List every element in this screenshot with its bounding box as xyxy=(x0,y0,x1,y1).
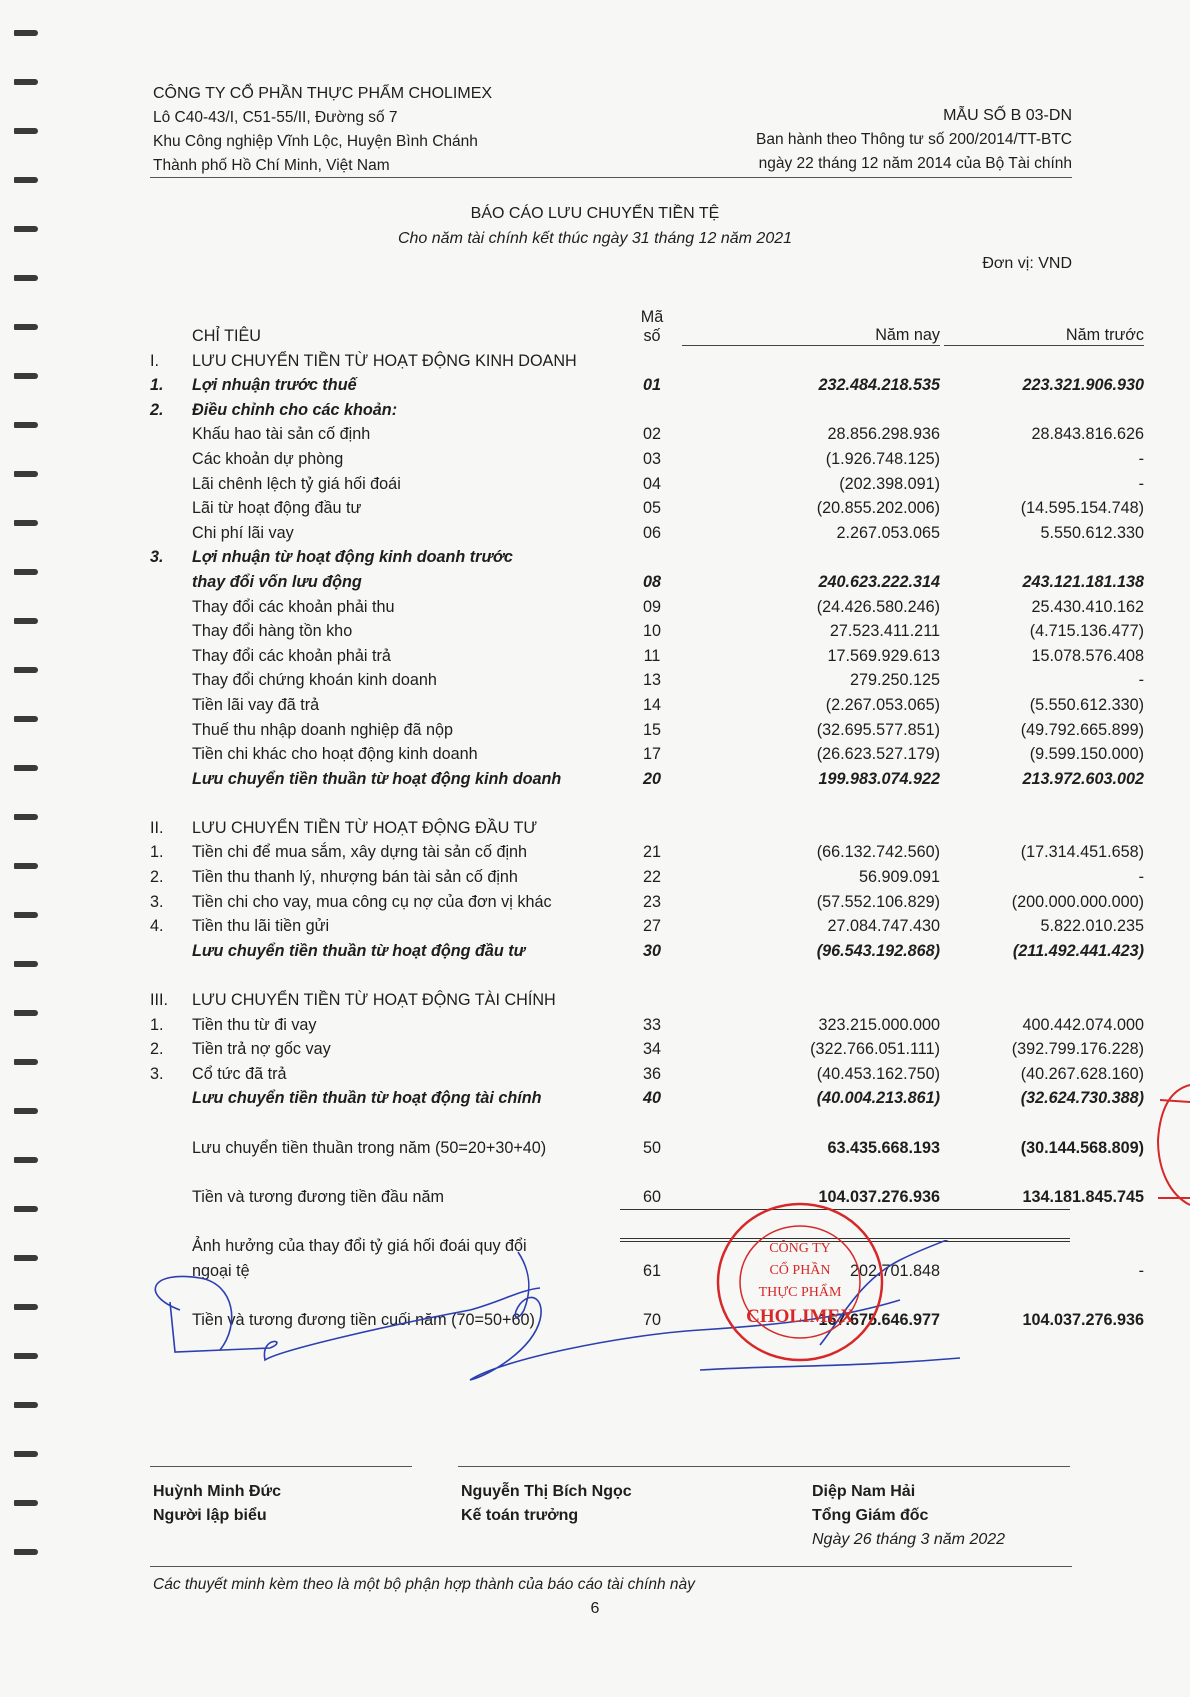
row-label xyxy=(188,1108,622,1133)
accountant-role: Kế toán trưởng xyxy=(461,1507,579,1524)
row-current-year: (322.766.051.111) xyxy=(810,1040,940,1059)
table-row xyxy=(150,764,1144,789)
table-row xyxy=(150,371,1144,396)
row-previous-year: - xyxy=(1138,671,1144,690)
row-label: thay đổi vốn lưu động xyxy=(192,572,362,591)
row-label: Thay đổi các khoản phải thu xyxy=(192,597,395,616)
row-number xyxy=(150,1084,188,1109)
table-row xyxy=(150,1182,1144,1207)
table-row xyxy=(150,936,1144,961)
row-current-year: (1.926.748.125) xyxy=(825,449,940,468)
row-previous-year: (49.792.665.899) xyxy=(1020,720,1144,739)
indicator-header: CHỈ TIÊU xyxy=(192,327,261,345)
row-label: Tiền lãi vay đã trả xyxy=(192,695,320,714)
table-row xyxy=(150,862,1144,887)
row-label: Các khoản dự phòng xyxy=(192,449,344,468)
row-previous-year: 400.442.074.000 xyxy=(1022,1015,1144,1034)
row-label: Lưu chuyển tiền thuần trong năm (50=20+30+40) xyxy=(192,1138,547,1157)
cash-flow-body xyxy=(150,346,1144,1330)
row-number xyxy=(150,420,188,445)
row-current-year xyxy=(682,813,944,838)
row-code xyxy=(622,543,682,568)
row-code: 23 xyxy=(642,892,661,911)
row-number xyxy=(150,936,188,961)
row-label: Tiền chi để mua sắm, xây dựng tài sản cố định xyxy=(192,843,528,862)
spacer-row xyxy=(150,789,1144,814)
table-row xyxy=(150,1035,1144,1060)
table-row xyxy=(150,838,1144,863)
row-current-year: 232.484.218.535 xyxy=(818,376,940,395)
signature-line-accountant xyxy=(458,1466,1070,1467)
row-current-year: (26.623.527.179) xyxy=(816,745,940,764)
signature-block-preparer xyxy=(153,1480,281,1528)
row-previous-year: 104.037.276.936 xyxy=(1022,1310,1144,1329)
row-label: Thay đổi chứng khoán kinh doanh xyxy=(192,671,437,690)
row-number: III. xyxy=(150,991,168,1010)
row-previous-year: (9.599.150.000) xyxy=(1029,745,1144,764)
row-code: 15 xyxy=(642,720,661,739)
row-code xyxy=(622,961,682,986)
row-number: 3. xyxy=(150,548,164,567)
row-code: 10 xyxy=(642,622,661,641)
row-code xyxy=(622,813,682,838)
accountant-name: Nguyễn Thị Bích Ngọc xyxy=(461,1483,632,1500)
row-label: Lưu chuyển tiền thuần từ hoạt động tài chính xyxy=(192,1089,542,1108)
row-previous-year: (392.799.176.228) xyxy=(1011,1040,1144,1059)
row-label: LƯU CHUYỂN TIỀN TỪ HOẠT ĐỘNG TÀI CHÍNH xyxy=(192,991,556,1010)
row-code: 30 xyxy=(642,941,661,960)
row-code: 06 xyxy=(642,523,661,542)
row-code xyxy=(622,1108,682,1133)
table-row xyxy=(150,666,1144,691)
table-row xyxy=(150,740,1144,765)
table-row xyxy=(150,813,1144,838)
row-label: Tiền và tương đương tiền cuối năm (70=50+60) xyxy=(192,1310,535,1329)
row-label: Chi phí lãi vay xyxy=(192,523,294,542)
row-number xyxy=(150,469,188,494)
row-previous-year: (200.000.000.000) xyxy=(1011,892,1144,911)
table-row xyxy=(150,395,1144,420)
row-label xyxy=(188,1207,622,1232)
row-number xyxy=(150,740,188,765)
row-current-year xyxy=(682,395,944,420)
row-label xyxy=(188,961,622,986)
row-code: 02 xyxy=(642,425,661,444)
cash-flow-table xyxy=(150,296,1144,1330)
table-row xyxy=(150,985,1144,1010)
director-name: Diệp Nam Hải xyxy=(812,1483,916,1500)
row-number xyxy=(150,1158,188,1183)
row-label: Tiền chi khác cho hoạt động kinh doanh xyxy=(192,745,478,764)
row-code: 17 xyxy=(642,745,661,764)
row-current-year: (66.132.742.560) xyxy=(816,843,940,862)
row-current-year: 56.909.091 xyxy=(858,868,940,887)
row-code: 01 xyxy=(642,376,661,395)
row-previous-year: 25.430.410.162 xyxy=(1031,597,1144,616)
row-label: Thuế thu nhập doanh nghiệp đã nộp xyxy=(192,720,454,739)
spacer-row xyxy=(150,1158,1144,1183)
row-number xyxy=(150,518,188,543)
row-current-year: (202.398.091) xyxy=(839,474,940,493)
row-number xyxy=(150,1108,188,1133)
row-current-year xyxy=(682,346,944,371)
row-previous-year: 28.843.816.626 xyxy=(1031,425,1144,444)
row-number xyxy=(150,1133,188,1158)
row-code xyxy=(622,985,682,1010)
row-label: Tiền thu từ đi vay xyxy=(192,1015,317,1034)
form-code: MẪU SỐ B 03-DN xyxy=(943,107,1072,124)
table-row xyxy=(150,1059,1144,1084)
edge-seal-fragment xyxy=(1150,1080,1190,1210)
row-label xyxy=(188,1158,622,1183)
preparer-name: Huỳnh Minh Đức xyxy=(153,1483,282,1500)
row-previous-year xyxy=(944,395,1144,420)
row-label: ngoại tệ xyxy=(192,1261,250,1280)
row-code: 34 xyxy=(642,1040,661,1059)
row-current-year xyxy=(682,1108,944,1133)
row-label: Lợi nhuận trước thuế xyxy=(192,376,357,395)
header-divider xyxy=(150,177,1072,178)
row-previous-year xyxy=(944,1158,1144,1183)
director-role: Tổng Giám đốc xyxy=(812,1507,929,1524)
row-number: 3. xyxy=(150,892,164,911)
previous-year-header-text: Năm trước xyxy=(944,326,1144,346)
row-number xyxy=(150,617,188,642)
row-label: Lưu chuyển tiền thuần từ hoạt động kinh doanh xyxy=(192,769,562,788)
row-previous-year: 213.972.603.002 xyxy=(1022,769,1144,788)
row-label: Thay đổi các khoản phải trả xyxy=(192,646,391,665)
row-previous-year: 223.321.906.930 xyxy=(1022,376,1144,395)
row-number xyxy=(150,666,188,691)
row-previous-year xyxy=(944,1108,1144,1133)
table-header-row xyxy=(150,296,1144,346)
form-reference xyxy=(756,104,1072,176)
signature-block-director xyxy=(812,1480,1005,1552)
table-row xyxy=(150,1084,1144,1109)
preparer-role: Người lập biểu xyxy=(153,1507,267,1524)
row-previous-year: (5.550.612.330) xyxy=(1029,695,1144,714)
form-issued-line: ngày 22 tháng 12 năm 2014 của Bộ Tài chính xyxy=(758,155,1072,172)
company-address-line: Lô C40-43/I, C51-55/II, Đường số 7 xyxy=(153,109,398,126)
row-previous-year: - xyxy=(1138,868,1144,887)
spacer-row xyxy=(150,1108,1144,1133)
row-code: 21 xyxy=(642,843,661,862)
row-previous-year: (32.624.730.388) xyxy=(1020,1089,1144,1108)
row-number: 1. xyxy=(150,1015,164,1034)
row-number: 2. xyxy=(150,400,164,419)
row-previous-year xyxy=(944,543,1144,568)
row-number xyxy=(150,715,188,740)
row-code: 40 xyxy=(642,1089,661,1108)
row-label: Lưu chuyển tiền thuần từ hoạt động đầu tư xyxy=(192,941,526,960)
row-number xyxy=(150,592,188,617)
row-label: Tiền trả nợ gốc vay xyxy=(192,1040,331,1059)
signatures-ink xyxy=(140,1240,1080,1400)
row-previous-year xyxy=(944,961,1144,986)
previous-year-header xyxy=(944,296,1144,346)
report-title: BÁO CÁO LƯU CHUYỂN TIỀN TỆ xyxy=(470,205,720,222)
row-label: LƯU CHUYỂN TIỀN TỪ HOẠT ĐỘNG KINH DOANH xyxy=(192,351,577,370)
row-current-year xyxy=(682,543,944,568)
code-header-line-2: số xyxy=(643,327,661,345)
row-previous-year: (4.715.136.477) xyxy=(1029,622,1144,641)
row-code: 13 xyxy=(642,671,661,690)
signature-line-preparer xyxy=(150,1466,412,1467)
row-current-year: (40.004.213.861) xyxy=(816,1089,940,1108)
row-current-year: 27.084.747.430 xyxy=(827,917,940,936)
row-label: LƯU CHUYỂN TIỀN TỪ HOẠT ĐỘNG ĐẦU TƯ xyxy=(192,818,538,837)
table-row xyxy=(150,420,1144,445)
row-previous-year: (30.144.568.809) xyxy=(1020,1138,1144,1157)
row-number xyxy=(150,567,188,592)
row-previous-year: 5.550.612.330 xyxy=(1040,523,1144,542)
report-unit: Đơn vị: VND xyxy=(982,255,1072,272)
row-current-year: 199.983.074.922 xyxy=(818,769,940,788)
table-row xyxy=(150,1133,1144,1158)
row-number xyxy=(150,764,188,789)
stamp-line-2: CỔ PHẦN xyxy=(769,1263,831,1278)
row-code xyxy=(622,789,682,814)
table-row xyxy=(150,592,1144,617)
signing-date: Ngày 26 tháng 3 năm 2022 xyxy=(812,1531,1006,1548)
row-number xyxy=(150,494,188,519)
table-row xyxy=(150,715,1144,740)
row-number: 4. xyxy=(150,917,164,936)
row-code: 14 xyxy=(642,695,661,714)
spacer-row xyxy=(150,961,1144,986)
row-current-year: (40.453.162.750) xyxy=(816,1064,940,1083)
row-code: 22 xyxy=(642,868,661,887)
row-previous-year: - xyxy=(1138,1261,1144,1280)
row-current-year: 17.569.929.613 xyxy=(827,646,940,665)
stamp-line-3: THỰC PHẨM xyxy=(758,1285,842,1300)
signature-preparer xyxy=(155,1276,540,1360)
row-current-year: 2.267.053.065 xyxy=(836,523,940,542)
code-header xyxy=(622,296,682,346)
row-previous-year xyxy=(944,346,1144,371)
row-label: Tiền thu lãi tiền gửi xyxy=(192,917,330,936)
report-subtitle: Cho năm tài chính kết thúc ngày 31 tháng 12 năm 2021 xyxy=(397,230,793,247)
row-code: 20 xyxy=(642,769,661,788)
row-previous-year: (40.267.628.160) xyxy=(1020,1064,1144,1083)
row-previous-year: 134.181.845.745 xyxy=(1022,1187,1144,1206)
row-current-year: 28.856.298.936 xyxy=(827,425,940,444)
row-previous-year: - xyxy=(1138,474,1144,493)
row-code xyxy=(622,395,682,420)
row-current-year: 202.701.848 xyxy=(849,1261,940,1280)
row-previous-year xyxy=(944,789,1144,814)
row-code: 04 xyxy=(642,474,661,493)
row-number: 2. xyxy=(150,1040,164,1059)
row-current-year: (24.426.580.246) xyxy=(816,597,940,616)
row-number: 1. xyxy=(150,843,164,862)
table-row xyxy=(150,641,1144,666)
row-code: 27 xyxy=(642,917,661,936)
row-number xyxy=(150,444,188,469)
table-row xyxy=(150,518,1144,543)
row-label: Cổ tức đã trả xyxy=(192,1064,287,1083)
row-code: 61 xyxy=(642,1261,661,1280)
current-year-header xyxy=(682,296,944,346)
row-code xyxy=(622,1158,682,1183)
page-number: 6 xyxy=(590,1600,600,1617)
row-code: 05 xyxy=(642,499,661,518)
company-address-line: Thành phố Hồ Chí Minh, Việt Nam xyxy=(153,157,390,174)
row-number: 3. xyxy=(150,1064,164,1083)
row-current-year: 323.215.000.000 xyxy=(818,1015,940,1034)
row-label: Lãi từ hoạt động đầu tư xyxy=(192,499,362,518)
stamp-line-4: CHOLIMEX xyxy=(746,1306,854,1327)
row-label: Tiền chi cho vay, mua công cụ nợ của đơn vị khác xyxy=(192,892,552,911)
row-code xyxy=(622,346,682,371)
company-address-line: Khu Công nghiệp Vĩnh Lộc, Huyện Bình Chánh xyxy=(153,133,478,150)
table-row xyxy=(150,543,1144,568)
stamp-line-1: CÔNG TY xyxy=(769,1241,831,1256)
table-row xyxy=(150,617,1144,642)
row-number xyxy=(150,789,188,814)
table-row xyxy=(150,690,1144,715)
row-current-year: (96.543.192.868) xyxy=(816,941,940,960)
form-issued-line: Ban hành theo Thông tư số 200/2014/TT-BTC xyxy=(756,131,1072,148)
company-name: CÔNG TY CỔ PHẦN THỰC PHẨM CHOLIMEX xyxy=(153,85,493,102)
row-current-year: (2.267.053.065) xyxy=(825,695,940,714)
row-label xyxy=(188,789,622,814)
row-code: 60 xyxy=(642,1187,661,1206)
row-label: Khấu hao tài sản cố định xyxy=(192,425,371,444)
row-current-year: 279.250.125 xyxy=(849,671,940,690)
row-number xyxy=(150,641,188,666)
row-label: Lợi nhuận từ hoạt động kinh doanh trước xyxy=(192,548,513,567)
current-year-header-text: Năm nay xyxy=(682,326,940,346)
table-row xyxy=(150,469,1144,494)
row-number xyxy=(150,961,188,986)
row-code: 03 xyxy=(642,449,661,468)
table-row xyxy=(150,887,1144,912)
table-row xyxy=(150,494,1144,519)
row-previous-year: (17.314.451.658) xyxy=(1020,843,1144,862)
row-previous-year xyxy=(944,985,1144,1010)
row-number: 1. xyxy=(150,376,164,395)
row-code: 50 xyxy=(642,1138,661,1157)
row-label: Tiền thu thanh lý, nhượng bán tài sản cố định xyxy=(192,868,518,887)
row-previous-year: 5.822.010.235 xyxy=(1040,917,1144,936)
table-row xyxy=(150,1010,1144,1035)
footer-note: Các thuyết minh kèm theo là một bộ phận hợp thành của báo cáo tài chính này xyxy=(153,1576,695,1593)
row-number xyxy=(150,690,188,715)
company-block xyxy=(153,82,492,178)
row-number: II. xyxy=(150,818,164,837)
row-code: 36 xyxy=(642,1064,661,1083)
row-code: 33 xyxy=(642,1015,661,1034)
row-code: 08 xyxy=(642,572,661,591)
row-label: Lãi chênh lệch tỷ giá hối đoái xyxy=(192,474,401,493)
row-label: Ảnh hưởng của thay đổi tỷ giá hối đoái quy đổi xyxy=(192,1236,527,1255)
company-stamp xyxy=(712,1200,892,1370)
row-code xyxy=(622,1207,682,1232)
row-number xyxy=(150,1182,188,1207)
footer-divider xyxy=(150,1566,1072,1567)
row-previous-year: - xyxy=(1138,449,1144,468)
row-current-year xyxy=(682,789,944,814)
code-header-line-1: Mã xyxy=(640,308,664,326)
row-previous-year: (14.595.154.748) xyxy=(1020,499,1144,518)
row-current-year xyxy=(682,961,944,986)
table-row xyxy=(150,912,1144,937)
table-row xyxy=(150,567,1144,592)
row-current-year: 167.675.646.977 xyxy=(818,1310,940,1329)
row-code: 70 xyxy=(642,1310,661,1329)
binding-holes xyxy=(14,30,40,1598)
row-label: Thay đổi hàng tồn kho xyxy=(192,622,353,641)
row-number: 2. xyxy=(150,868,164,887)
row-current-year: 104.037.276.936 xyxy=(818,1187,940,1206)
row-previous-year xyxy=(944,1207,1144,1232)
row-label: Điều chỉnh cho các khoản: xyxy=(192,400,398,419)
row-current-year: 27.523.411.211 xyxy=(829,622,940,641)
row-label: Tiền và tương đương tiền đầu năm xyxy=(192,1187,444,1206)
row-current-year xyxy=(682,985,944,1010)
row-current-year xyxy=(682,1158,944,1183)
row-code: 11 xyxy=(643,646,661,665)
row-code: 09 xyxy=(642,597,661,616)
table-row xyxy=(150,444,1144,469)
row-number xyxy=(150,1207,188,1232)
row-number: I. xyxy=(150,351,159,370)
signature-block-accountant xyxy=(461,1480,632,1528)
row-previous-year: (211.492.441.423) xyxy=(1012,941,1144,960)
row-current-year: 63.435.668.193 xyxy=(827,1138,940,1157)
table-row xyxy=(150,346,1144,371)
row-current-year: (32.695.577.851) xyxy=(816,720,940,739)
row-current-year: (57.552.106.829) xyxy=(816,892,940,911)
row-previous-year xyxy=(944,813,1144,838)
row-current-year: (20.855.202.006) xyxy=(816,499,940,518)
row-previous-year: 15.078.576.408 xyxy=(1031,646,1144,665)
row-current-year: 240.623.222.314 xyxy=(818,572,940,591)
spacer-row xyxy=(150,1207,1144,1232)
row-previous-year: 243.121.181.138 xyxy=(1022,572,1144,591)
